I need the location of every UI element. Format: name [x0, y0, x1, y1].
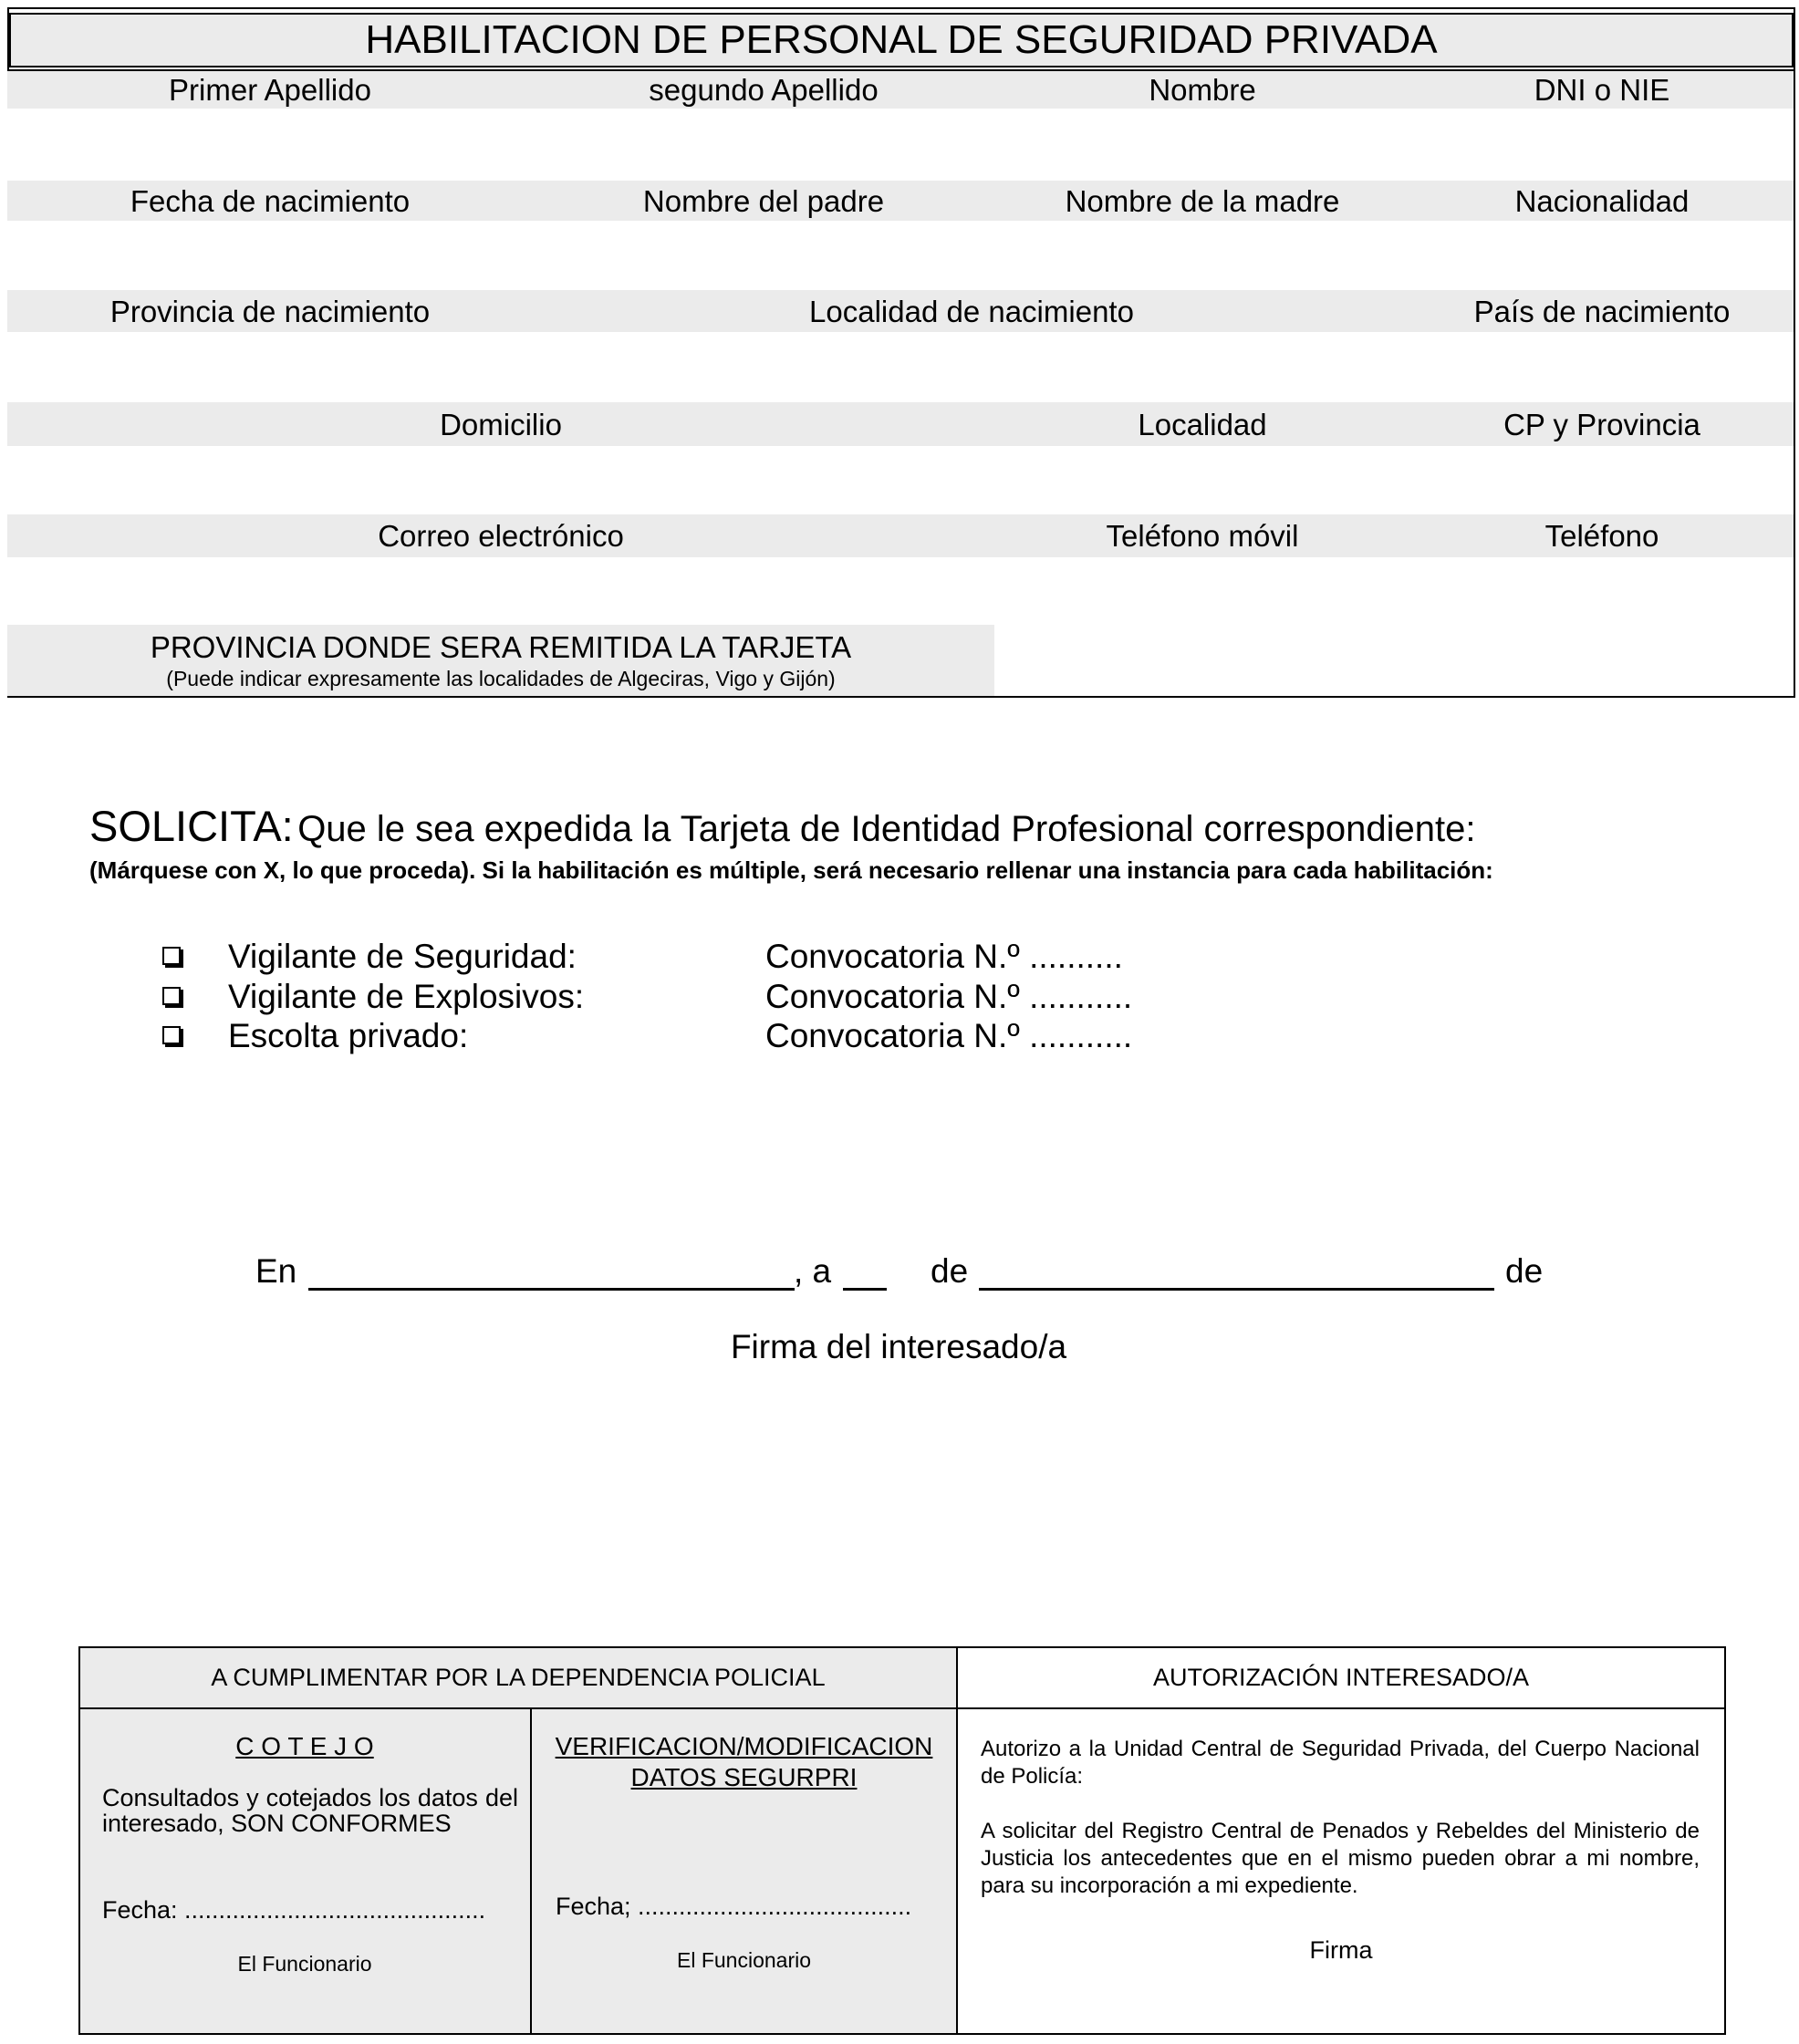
input-nacionalidad[interactable]: [1410, 221, 1794, 292]
autorizacion-section: [958, 1708, 1724, 2033]
label-nacionalidad: Nacionalidad: [1410, 181, 1794, 223]
label-localidad: Localidad: [994, 402, 1412, 448]
input-nombre-madre[interactable]: [994, 221, 1412, 292]
input-pais-nacimiento[interactable]: [1410, 332, 1794, 404]
input-localidad[interactable]: [994, 446, 1412, 516]
label-pais-nacimiento: País de nacimiento: [1410, 290, 1794, 334]
cotejo-text: Consultados y cotejados los datos del interesado, SON CONFORMES: [102, 1784, 518, 1837]
checkbox-vigilante-seguridad[interactable]: [162, 947, 181, 965]
label-domicilio: Domicilio: [7, 402, 996, 448]
de-label-2: de: [1505, 1252, 1544, 1290]
verificacion-title-2: DATOS SEGURPRI: [630, 1763, 858, 1791]
input-nombre[interactable]: [994, 109, 1412, 182]
input-domicilio[interactable]: [7, 446, 996, 516]
input-fecha-nacimiento[interactable]: [7, 221, 535, 292]
option-label-escolta-privado: Escolta privado:: [228, 1017, 469, 1054]
label-telefono: Teléfono: [1410, 514, 1794, 559]
autorizacion-p1: Autorizo a la Unidad Central de Seguridad Privada, del Cuerpo Nacional de Policía:: [981, 1737, 1700, 1789]
cotejo-section: [80, 1708, 529, 2033]
verificacion-fecha[interactable]: Fecha; ........................................: [556, 1894, 912, 1919]
label-dni-nie: DNI o NIE: [1410, 69, 1794, 110]
option-escolta-privado[interactable]: [161, 1016, 1164, 1056]
label-localidad-nacimiento: Localidad de nacimiento: [533, 290, 1412, 334]
input-telefono-movil[interactable]: [994, 557, 1412, 627]
autorizacion-firma: Firma: [1309, 1936, 1373, 1964]
provincia-tarjeta-title: PROVINCIA DONDE SERA REMITIDA LA TARJETA: [150, 630, 852, 664]
label-telefono-movil: Teléfono móvil: [994, 514, 1412, 559]
input-telefono[interactable]: [1410, 557, 1794, 627]
autorizacion-p2: A solicitar del Registro Central de Penados y Rebeldes del Ministerio de Justicia los antecedentes que en el mismo pueden obrar a mi nombre, para su incorporación a mi expediente.: [981, 1819, 1700, 1898]
solicita-instruction: (Márquese con X, lo que proceda). Si la habilitación es múltiple, será necesario rellenar una instancia para cada habilitación:: [89, 856, 1493, 884]
day-blank[interactable]: [843, 1288, 887, 1291]
option-label-vigilante-explosivos: Vigilante de Explosivos:: [228, 978, 585, 1015]
solicita-keyword: SOLICITA:: [89, 802, 294, 850]
verificacion-funcionario: El Funcionario: [676, 1948, 812, 1972]
input-nombre-padre[interactable]: [533, 221, 996, 292]
input-correo[interactable]: [7, 557, 996, 627]
provincia-tarjeta-note: (Puede indicar expresamente las localidades de Algeciras, Vigo y Gijón): [166, 667, 836, 690]
form-title: HABILITACION DE PERSONAL DE SEGURIDAD PRIVADA: [9, 13, 1794, 67]
input-dni-nie[interactable]: [1410, 109, 1794, 182]
label-fecha-nacimiento: Fecha de nacimiento: [7, 181, 535, 223]
label-segundo-apellido: segundo Apellido: [533, 69, 996, 110]
en-label: En: [255, 1252, 297, 1290]
option-vigilante-seguridad[interactable]: [161, 937, 1164, 977]
verificacion-section: [532, 1708, 956, 2033]
solicita-line: [89, 802, 1731, 850]
cotejo-fecha[interactable]: Fecha: ............................................: [102, 1898, 486, 1923]
checkbox-vigilante-explosivos[interactable]: [162, 987, 181, 1005]
option-convocatoria-vigilante-seguridad: Convocatoria N.º ..........: [765, 938, 1123, 975]
label-provincia-tarjeta: [7, 625, 996, 696]
option-convocatoria-vigilante-explosivos: Convocatoria N.º ...........: [765, 978, 1133, 1015]
month-blank[interactable]: [979, 1288, 1494, 1291]
label-nombre: Nombre: [994, 69, 1412, 110]
a-label: , a: [794, 1252, 832, 1290]
input-primer-apellido[interactable]: [7, 109, 535, 182]
label-provincia-nacimiento: Provincia de nacimiento: [7, 290, 535, 334]
place-blank[interactable]: [308, 1288, 795, 1291]
input-localidad-nacimiento[interactable]: [533, 332, 1412, 404]
option-vigilante-explosivos[interactable]: [161, 977, 1164, 1017]
firma-interesado: Firma del interesado/a: [730, 1328, 1067, 1365]
verificacion-title-1: VERIFICACION/MODIFICACION: [555, 1732, 933, 1760]
autorizacion-header: AUTORIZACIÓN INTERESADO/A: [1152, 1664, 1530, 1691]
dependencia-policial-header: A CUMPLIMENTAR POR LA DEPENDENCIA POLICIAL: [211, 1664, 826, 1691]
cotejo-title: C O T E J O: [235, 1732, 374, 1760]
label-primer-apellido: Primer Apellido: [7, 69, 535, 110]
place-date-line: [255, 1250, 1569, 1293]
label-correo: Correo electrónico: [7, 514, 996, 559]
option-label-vigilante-seguridad: Vigilante de Seguridad:: [228, 938, 577, 975]
input-provincia-tarjeta[interactable]: [994, 625, 1794, 696]
solicita-text: Que le sea expedida la Tarjeta de Identidad Profesional correspondiente:: [297, 809, 1476, 849]
input-cp-provincia[interactable]: [1410, 446, 1794, 516]
input-segundo-apellido[interactable]: [533, 109, 996, 182]
checkbox-escolta-privado[interactable]: [162, 1026, 181, 1044]
label-nombre-madre: Nombre de la madre: [994, 181, 1412, 223]
label-nombre-padre: Nombre del padre: [533, 181, 996, 223]
label-cp-provincia: CP y Provincia: [1410, 402, 1794, 448]
input-provincia-nacimiento[interactable]: [7, 332, 535, 404]
de-label-1: de: [931, 1252, 969, 1290]
cotejo-funcionario: El Funcionario: [237, 1952, 372, 1976]
option-convocatoria-escolta-privado: Convocatoria N.º ...........: [765, 1017, 1133, 1054]
